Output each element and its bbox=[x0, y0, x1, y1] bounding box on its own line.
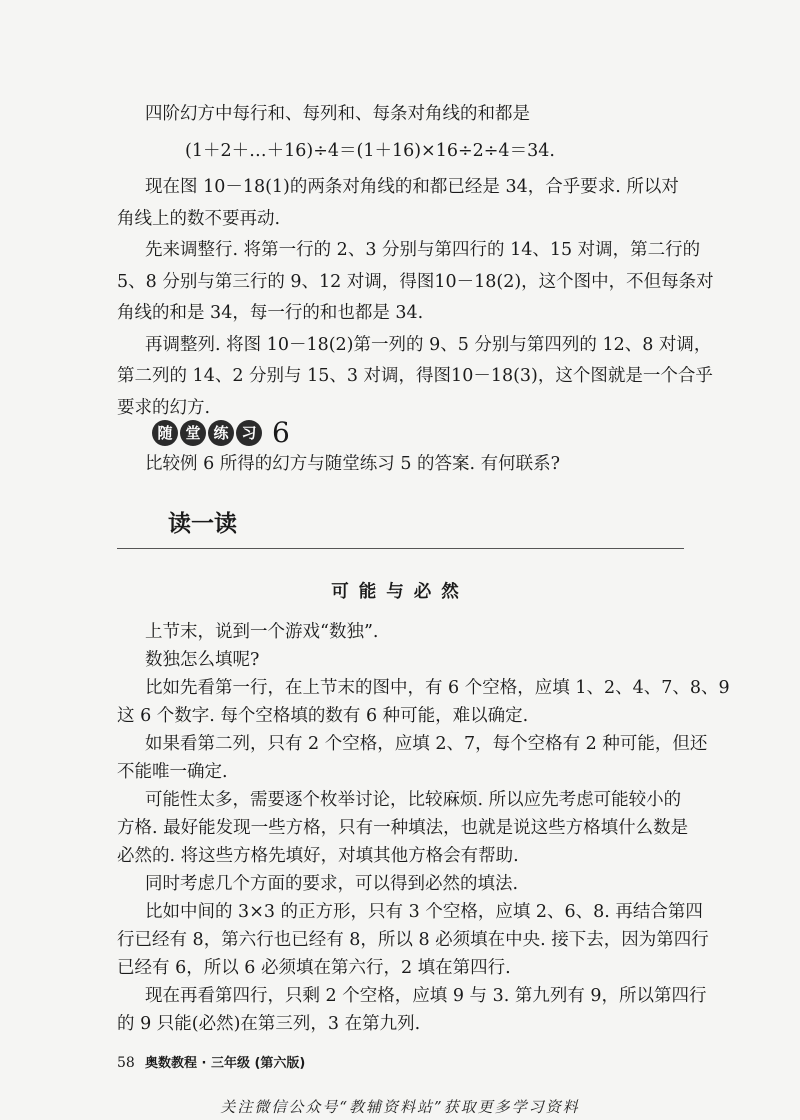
article-line: 比如中间的 3×3 的正方形，只有 3 个空格，应填 2、6、8. 再结合第四 bbox=[145, 902, 703, 922]
article-line: 不能唯一确定. bbox=[117, 762, 228, 782]
article-line: 这 6 个数字. 每个空格填的数有 6 种可能，难以确定. bbox=[117, 706, 529, 726]
article-line: 必然的. 将这些方格先填好，对填其他方格会有帮助. bbox=[117, 846, 519, 866]
exercise-badge-char: 练 bbox=[208, 420, 234, 446]
article-line: 的 9 只能(必然)在第三列，3 在第九列. bbox=[117, 1014, 421, 1034]
exercise-number: 6 bbox=[272, 416, 290, 449]
article-line: 数独怎么填呢? bbox=[145, 650, 260, 670]
exercise-badge-char: 随 bbox=[152, 420, 178, 446]
formula: (1＋2＋…＋16)÷4＝(1＋16)×16÷2÷4＝34. bbox=[185, 141, 555, 161]
page-footer bbox=[117, 1052, 305, 1071]
text-line: 角线的和是 34，每一行的和也都是 34. bbox=[117, 303, 424, 323]
text-line: 5、8 分别与第三行的 9、12 对调，得图10－18(2)，这个图中，不但每条对 bbox=[117, 272, 714, 292]
article-line: 行已经有 8，第六行也已经有 8，所以 8 必须填在中央. 接下去，因为第四行 bbox=[117, 930, 709, 950]
section-divider bbox=[117, 548, 684, 549]
text-line: 现在图 10－18(1)的两条对角线的和都已经是 34，合乎要求. 所以对 bbox=[145, 177, 679, 197]
article-line: 同时考虑几个方面的要求，可以得到必然的填法. bbox=[145, 874, 519, 894]
page-number: 58 bbox=[117, 1055, 135, 1071]
article-line: 方格. 最好能发现一些方格，只有一种填法，也就是说这些方格填什么数是 bbox=[117, 818, 689, 838]
article-line: 如果看第二列，只有 2 个空格，应填 2、7，每个空格有 2 种可能，但还 bbox=[145, 734, 708, 754]
exercise-badge-char: 堂 bbox=[180, 420, 206, 446]
text-line: 角线上的数不要再动. bbox=[117, 209, 281, 229]
text-line: 要求的幻方. bbox=[117, 398, 211, 418]
article-line: 可能性太多，需要逐个枚举讨论，比较麻烦. 所以应先考虑可能较小的 bbox=[145, 790, 682, 810]
book-title: 奥数教程 · 三年级 (第六版) bbox=[144, 1056, 306, 1071]
text-line: 再调整列. 将图 10－18(2)第一列的 9、5 分别与第四列的 12、8 对调， bbox=[145, 335, 712, 355]
exercise-text: 比较例 6 所得的幻方与随堂练习 5 的答案. 有何联系? bbox=[145, 454, 561, 474]
article-title: 可能与必然 bbox=[331, 582, 469, 602]
exercise-heading bbox=[152, 418, 290, 448]
text-line: 四阶幻方中每行和、每列和、每条对角线的和都是 bbox=[145, 104, 530, 124]
text-line: 第二列的 14、2 分别与 15、3 对调，得图10－18(3)，这个图就是一个合乎 bbox=[117, 366, 713, 386]
article-line: 已经有 6，所以 6 必须填在第六行，2 填在第四行. bbox=[117, 958, 511, 978]
article-line: 上节末，说到一个游戏“数独”. bbox=[145, 622, 379, 642]
article-line: 比如先看第一行，在上节末的图中，有 6 个空格，应填 1、2、4、7、8、9 bbox=[145, 678, 730, 698]
article-line: 现在再看第四行，只剩 2 个空格，应填 9 与 3. 第九列有 9，所以第四行 bbox=[145, 986, 707, 1006]
text-line: 先来调整行. 将第一行的 2、3 分别与第四行的 14、15 对调，第二行的 bbox=[145, 240, 701, 260]
exercise-badge-char: 习 bbox=[236, 420, 262, 446]
section-title: 读一读 bbox=[168, 511, 237, 537]
watermark: 关注微信公众号“教辅资料站”获取更多学习资料 bbox=[220, 1098, 580, 1116]
